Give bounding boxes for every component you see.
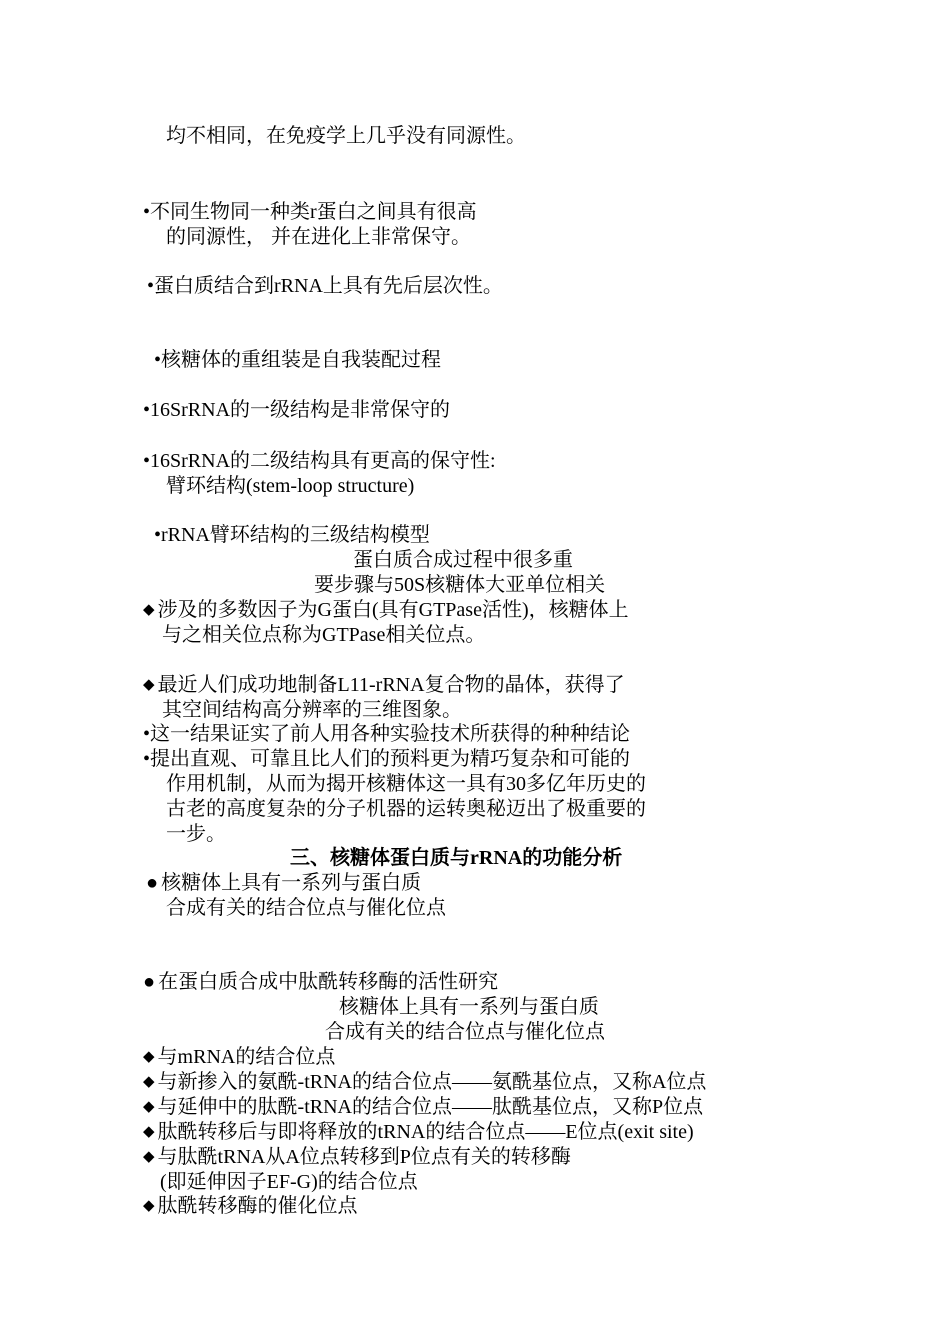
bullet-item: •提出直观、可靠且比人们的预料更为精巧复杂和可能的 [143, 748, 631, 770]
diamond-bullet-icon: ◆ [143, 1124, 155, 1140]
bullet-item: ◆ 涉及的多数因子为G蛋白(具有GTPase活性)，核糖体上 [143, 599, 629, 621]
bullet-item: ◆ 肽酰转移后与即将释放的tRNA的结合位点——E位点(exit site) [143, 1121, 694, 1143]
section-heading: 三、核糖体蛋白质与rRNA的功能分析 [290, 847, 623, 869]
bullet-item: •16SrRNA的二级结构具有更高的保守性: [143, 450, 496, 472]
dot-bullet-icon: • [154, 349, 162, 371]
text-line: 的同源性， 并在进化上非常保守。 [166, 226, 471, 248]
dot-bullet-icon: • [143, 201, 151, 223]
bullet-item: •核糖体的重组装是自我装配过程 [154, 349, 442, 371]
text-line: 蛋白质合成过程中很多重 [353, 549, 573, 571]
bullet-item: ◆ 与延伸中的肽酰-tRNA的结合位点——肽酰基位点，又称P位点 [143, 1096, 704, 1118]
text-line: 作用机制，从而为揭开核糖体这一具有30多亿年历史的 [166, 773, 646, 795]
text-line: 核糖体上具有一系列与蛋白质 [339, 996, 599, 1018]
dot-bullet-icon: • [143, 399, 151, 421]
dot-bullet-icon: • [147, 275, 155, 297]
bullet-item: ◆ 与新掺入的氨酰-tRNA的结合位点——氨酰基位点，又称A位点 [143, 1071, 707, 1093]
dot-bullet-icon: • [143, 723, 151, 745]
text-line: 与之相关位点称为GTPase相关位点。 [162, 624, 486, 646]
text-line: 均不相同，在免疫学上几乎没有同源性。 [166, 125, 526, 147]
bullet-item: •16SrRNA的一级结构是非常保守的 [143, 399, 451, 421]
text-line: 臂环结构(stem-loop structure) [166, 475, 415, 497]
bullet-item: •这一结果证实了前人用各种实验技术所获得的种种结论 [143, 723, 631, 745]
text-line: (即延伸因子EF-G)的结合位点 [160, 1171, 418, 1193]
circle-bullet-icon: ● [143, 971, 156, 993]
text-line: 要步骤与50S核糖体大亚单位相关 [314, 574, 606, 596]
diamond-bullet-icon: ◆ [143, 677, 155, 693]
diamond-bullet-icon: ◆ [143, 1074, 155, 1090]
dot-bullet-icon: • [143, 450, 151, 472]
text-line: 其空间结构高分辨率的三维图象。 [162, 699, 462, 721]
diamond-bullet-icon: ◆ [143, 602, 155, 618]
bullet-item: •rRNA臂环结构的三级结构模型 [154, 524, 430, 546]
text-line: 一步。 [166, 823, 226, 845]
diamond-bullet-icon: ◆ [143, 1149, 155, 1165]
bullet-item: ◆ 肽酰转移酶的催化位点 [143, 1195, 358, 1217]
diamond-bullet-icon: ◆ [143, 1198, 155, 1214]
dot-bullet-icon: • [143, 748, 151, 770]
bullet-item: ◆ 与mRNA的结合位点 [143, 1046, 336, 1068]
bullet-item: •蛋白质结合到rRNA上具有先后层次性。 [147, 275, 503, 297]
text-line: 古老的高度复杂的分子机器的运转奥秘迈出了极重要的 [166, 798, 646, 820]
diamond-bullet-icon: ◆ [143, 1099, 155, 1115]
bullet-item: •不同生物同一种类r蛋白之间具有很高 [143, 201, 477, 223]
bullet-item: ● 在蛋白质合成中肽酰转移酶的活性研究 [143, 971, 499, 993]
dot-bullet-icon: • [154, 524, 162, 546]
circle-bullet-icon: ● [146, 872, 159, 894]
diamond-bullet-icon: ◆ [143, 1049, 155, 1065]
text-line: 合成有关的结合位点与催化位点 [325, 1021, 605, 1043]
bullet-item: ● 核糖体上具有一系列与蛋白质 [146, 872, 422, 894]
bullet-item: ◆ 与肽酰tRNA从A位点转移到P位点有关的转移酶 [143, 1146, 571, 1168]
bullet-item: ◆ 最近人们成功地制备L11-rRNA复合物的晶体，获得了 [143, 674, 625, 696]
text-line: 合成有关的结合位点与催化位点 [166, 897, 446, 919]
